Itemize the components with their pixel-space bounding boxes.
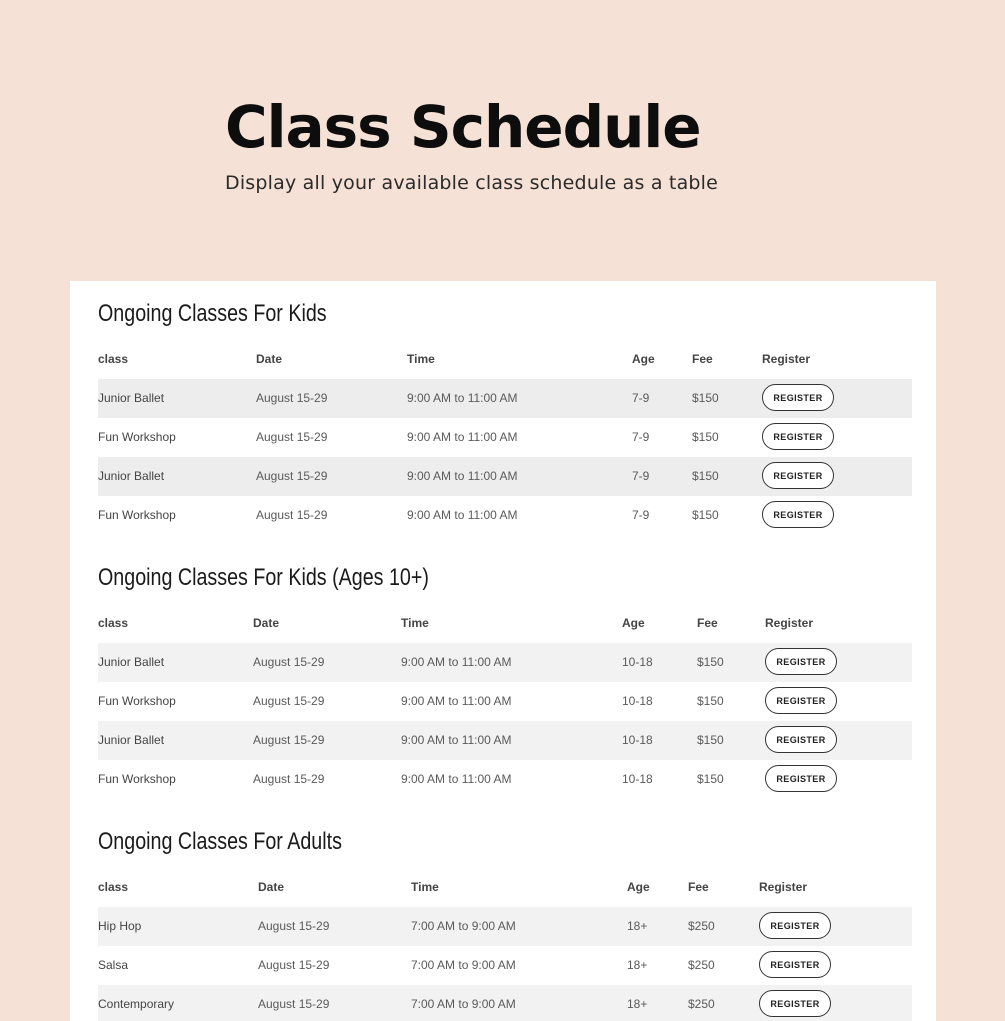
table-row [98,457,912,496]
col-time: Time [401,616,429,630]
col-date: Date [258,880,285,894]
table-row [98,721,912,760]
cell-fee: $250 [688,919,715,933]
cell-class: Junior Ballet [98,655,165,669]
table-header [98,877,912,897]
table-row [98,496,912,535]
cell-age: 18+ [627,919,648,933]
table-row [98,760,912,799]
register-button[interactable]: REGISTER [759,951,831,978]
hero [225,92,718,194]
cell-age: 10-18 [622,733,653,747]
col-fee: Fee [692,352,713,366]
col-register: Register [759,880,808,894]
register-button[interactable]: REGISTER [765,687,837,714]
col-register: Register [762,352,811,366]
cell-class: Fun Workshop [98,694,176,708]
table-header [98,349,912,369]
cell-age: 10-18 [622,655,653,669]
cell-age: 10-18 [622,772,653,786]
register-button[interactable]: REGISTER [762,462,834,489]
cell-date: August 15-29 [256,508,328,522]
col-class: class [98,880,129,894]
cell-age: 10-18 [622,694,653,708]
register-button[interactable]: REGISTER [765,648,837,675]
table-row [98,946,912,985]
col-date: Date [256,352,283,366]
cell-class: Fun Workshop [98,430,176,444]
cell-class: Junior Ballet [98,469,165,483]
cell-date: August 15-29 [256,391,328,405]
col-fee: Fee [697,616,718,630]
page-subtitle: Display all your available class schedule as a table [225,172,719,194]
cell-date: August 15-29 [253,694,325,708]
cell-time: 9:00 AM to 11:00 AM [401,655,512,669]
register-button[interactable]: REGISTER [759,912,831,939]
cell-time: 7:00 AM to 9:00 AM [411,958,516,972]
cell-class: Junior Ballet [98,733,165,747]
section-title: Ongoing Classes For Adults [98,828,342,855]
col-fee: Fee [688,880,709,894]
table-row [98,418,912,457]
cell-class: Hip Hop [98,919,142,933]
cell-date: August 15-29 [253,733,325,747]
cell-age: 7-9 [632,430,650,444]
cell-time: 9:00 AM to 11:00 AM [407,430,518,444]
cell-time: 7:00 AM to 9:00 AM [411,919,516,933]
table-row [98,379,912,418]
cell-date: August 15-29 [258,997,330,1011]
cell-time: 9:00 AM to 11:00 AM [407,508,518,522]
table-row [98,985,912,1021]
cell-date: August 15-29 [258,958,330,972]
cell-fee: $150 [692,391,719,405]
register-button[interactable]: REGISTER [759,990,831,1017]
cell-age: 18+ [627,958,648,972]
cell-fee: $150 [692,508,719,522]
cell-date: August 15-29 [253,655,325,669]
cell-class: Fun Workshop [98,772,176,786]
register-button[interactable]: REGISTER [765,765,837,792]
register-button[interactable]: REGISTER [762,501,834,528]
cell-date: August 15-29 [256,430,328,444]
cell-fee: $250 [688,997,715,1011]
cell-age: 7-9 [632,508,650,522]
cell-age: 7-9 [632,469,650,483]
table-body [98,643,912,799]
table-body [98,379,912,535]
section-adults [98,827,912,1021]
schedule-card [70,281,936,1021]
cell-time: 9:00 AM to 11:00 AM [401,772,512,786]
cell-age: 7-9 [632,391,650,405]
cell-class: Salsa [98,958,129,972]
register-button[interactable]: REGISTER [765,726,837,753]
col-age: Age [632,352,655,366]
cell-fee: $150 [697,655,724,669]
cell-fee: $150 [697,772,724,786]
cell-date: August 15-29 [256,469,328,483]
page-title: Class Schedule [225,93,701,161]
col-time: Time [407,352,435,366]
section-title: Ongoing Classes For Kids (Ages 10+) [98,564,429,591]
table-row [98,907,912,946]
cell-time: 7:00 AM to 9:00 AM [411,997,516,1011]
cell-class: Contemporary [98,997,175,1011]
cell-date: August 15-29 [258,919,330,933]
table-header [98,613,912,633]
cell-class: Fun Workshop [98,508,176,522]
section-kids [98,299,912,535]
col-date: Date [253,616,280,630]
section-kids-10-plus [98,563,912,799]
col-class: class [98,352,129,366]
cell-time: 9:00 AM to 11:00 AM [407,469,518,483]
section-title: Ongoing Classes For Kids [98,300,327,327]
cell-fee: $250 [688,958,715,972]
cell-time: 9:00 AM to 11:00 AM [401,733,512,747]
col-class: class [98,616,129,630]
cell-fee: $150 [692,430,719,444]
cell-fee: $150 [697,733,724,747]
cell-fee: $150 [692,469,719,483]
col-register: Register [765,616,814,630]
cell-time: 9:00 AM to 11:00 AM [401,694,512,708]
cell-date: August 15-29 [253,772,325,786]
cell-age: 18+ [627,997,648,1011]
col-age: Age [622,616,645,630]
table-body [98,907,912,1021]
table-row [98,643,912,682]
cell-class: Junior Ballet [98,391,165,405]
register-button[interactable]: REGISTER [762,423,834,450]
col-time: Time [411,880,439,894]
register-button[interactable]: REGISTER [762,384,834,411]
table-row [98,682,912,721]
cell-fee: $150 [697,694,724,708]
cell-time: 9:00 AM to 11:00 AM [407,391,518,405]
col-age: Age [627,880,650,894]
